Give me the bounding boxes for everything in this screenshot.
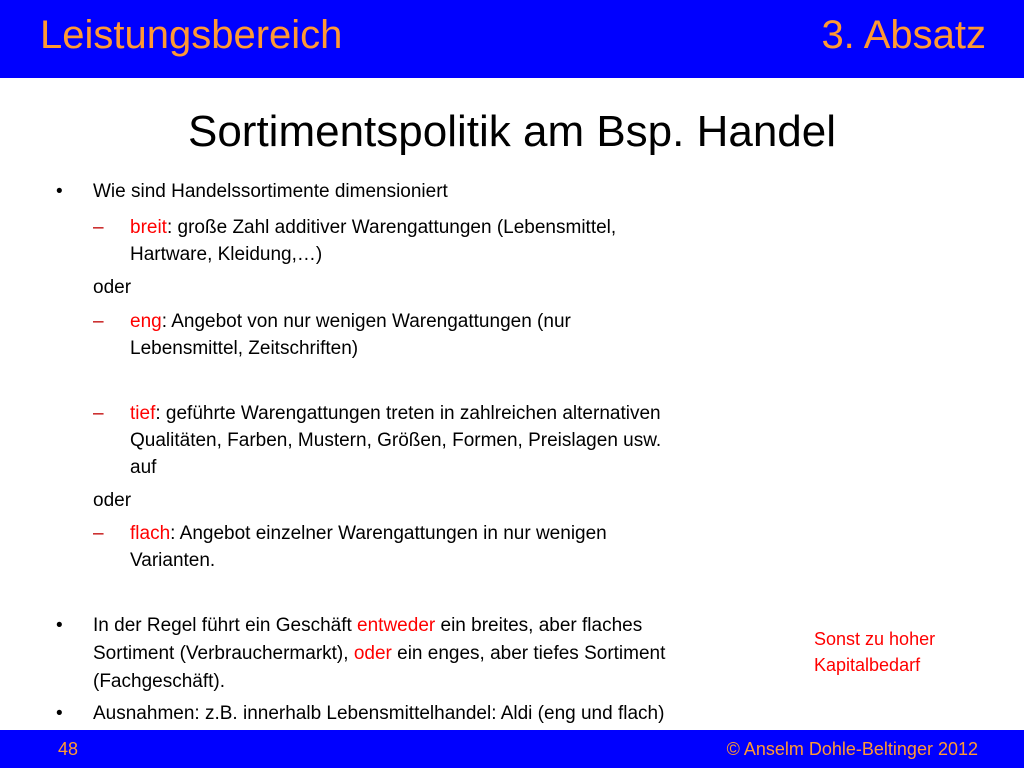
keyword-eng: eng	[130, 311, 162, 332]
side-note	[814, 626, 935, 678]
keyword-oder: oder	[353, 643, 392, 664]
breit-text-1: : große Zahl additiver Warengattungen (Lebensmittel,	[166, 217, 617, 238]
page-number: 48	[58, 739, 79, 759]
bullet-marker: •	[56, 181, 63, 202]
tief-line-2: Qualitäten, Farben, Mustern, Größen, Formen, Preislagen usw.	[130, 430, 662, 451]
breit-line-2: Hartware, Kleidung,…)	[130, 244, 323, 265]
bullet-marker: •	[56, 703, 63, 724]
bullet-2-text-c: Sortiment (Verbrauchermarkt),	[93, 643, 354, 664]
flach-line-2: Varianten.	[130, 550, 216, 571]
dash-marker: –	[93, 523, 104, 544]
copyright-text: © Anselm Dohle-Beltinger 2012	[726, 739, 978, 759]
oder-1: oder	[93, 277, 132, 298]
tief-line-1	[130, 400, 661, 428]
side-note-line-2: Kapitalbedarf	[814, 655, 921, 675]
keyword-entweder: entweder	[357, 615, 436, 636]
dash-marker: –	[93, 311, 104, 332]
bullet-1-text: Wie sind Handelssortimente dimensioniert	[93, 181, 448, 202]
dash-marker: –	[93, 217, 104, 238]
eng-line-2: Lebensmittel, Zeitschriften)	[130, 338, 359, 359]
flach-line-1	[130, 520, 607, 548]
slide-title: Sortimentspolitik am Bsp. Handel	[187, 107, 837, 156]
bullet-2-text-a: In der Regel führt ein Geschäft	[93, 615, 358, 636]
side-note-line-1: Sonst zu hoher	[814, 629, 936, 649]
bullet-2-text-d: ein enges, aber tiefes Sortiment	[391, 643, 666, 664]
footer-bar	[0, 730, 1024, 768]
bullet-marker: •	[56, 615, 63, 636]
bullet-2-text-b: ein breites, aber flaches	[435, 615, 643, 636]
bullet-2-line-2	[93, 640, 665, 668]
keyword-breit: breit	[130, 217, 167, 238]
breit-line-1	[130, 214, 616, 242]
keyword-tief: tief	[130, 403, 156, 424]
eng-text-1: : Angebot von nur wenigen Warengattungen (nur	[161, 311, 571, 332]
bullet-3-text: Ausnahmen: z.B. innerhalb Lebensmittelhandel: Aldi (eng und flach)	[93, 703, 665, 724]
keyword-flach: flach	[130, 523, 171, 544]
flach-text-1: : Angebot einzelner Warengattungen in nur wenigen	[170, 523, 607, 544]
eng-line-1	[130, 308, 571, 336]
dash-marker: –	[93, 403, 104, 424]
bullet-2-line-3: (Fachgeschäft).	[93, 671, 225, 692]
tief-line-3: auf	[130, 457, 157, 478]
header-chapter: 3. Absatz	[821, 13, 986, 57]
bullet-2-line-1	[93, 612, 642, 640]
header-title: Leistungsbereich	[40, 13, 343, 57]
oder-2: oder	[93, 490, 132, 511]
tief-text-1: : geführte Warengattungen treten in zahlreichen alternativen	[155, 403, 661, 424]
